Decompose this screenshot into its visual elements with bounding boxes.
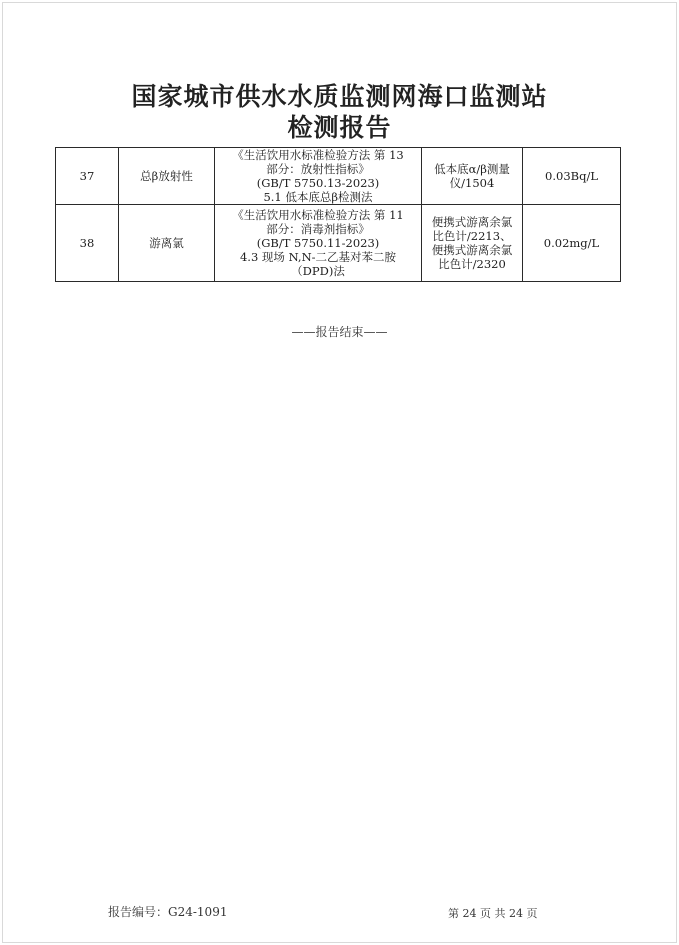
instrument-line: 便携式游离余氯 <box>431 215 513 229</box>
page-subtitle: 检测报告 <box>287 113 392 142</box>
instrument-line: 便携式游离余氯 <box>431 243 513 257</box>
report-number <box>108 903 227 920</box>
detection-limit: 0.02mg/L <box>523 205 621 282</box>
report-number-label: 报告编号： <box>108 905 169 919</box>
results-table <box>55 147 621 282</box>
page-title: 国家城市供水水质监测网海口监测站 <box>131 82 548 111</box>
page-indicator: 第 24 页 共 24 页 <box>448 907 538 920</box>
instrument <box>422 205 523 282</box>
test-method <box>215 205 422 282</box>
method-line: 4.3 现场 N,N-二乙基对苯二胺 <box>239 250 397 264</box>
method-line: （DPD)法 <box>291 264 345 278</box>
method-line: 部分：消毒剂指标》 <box>266 222 370 236</box>
instrument-line: 比色计/2213、 <box>432 229 512 243</box>
table-row <box>56 205 621 282</box>
detection-limit: 0.03Bq/L <box>523 148 621 205</box>
report-number-value: G24-1091 <box>168 905 228 919</box>
instrument-line: 比色计/2320 <box>438 257 506 271</box>
method-line: 5.1 低本底总β检测法 <box>263 190 373 204</box>
method-line: 《生活饮用水标准检验方法 第 11 <box>232 208 404 222</box>
method-line: (GB/T 5750.13-2023) <box>256 176 380 190</box>
instrument-line: 低本底α/β测量 <box>434 162 510 176</box>
instrument-line: 仪/1504 <box>449 176 495 190</box>
row-number: 38 <box>56 205 119 282</box>
test-item: 总β放射性 <box>119 148 215 205</box>
test-method <box>215 148 422 205</box>
report-end-marker: ——报告结束—— <box>291 325 388 339</box>
method-line: 《生活饮用水标准检验方法 第 13 <box>232 148 404 162</box>
test-item: 游离氯 <box>119 205 215 282</box>
table-row <box>56 148 621 205</box>
row-number: 37 <box>56 148 119 205</box>
method-line: 部分：放射性指标》 <box>266 162 370 176</box>
method-line: (GB/T 5750.11-2023) <box>256 236 380 250</box>
instrument <box>422 148 523 205</box>
